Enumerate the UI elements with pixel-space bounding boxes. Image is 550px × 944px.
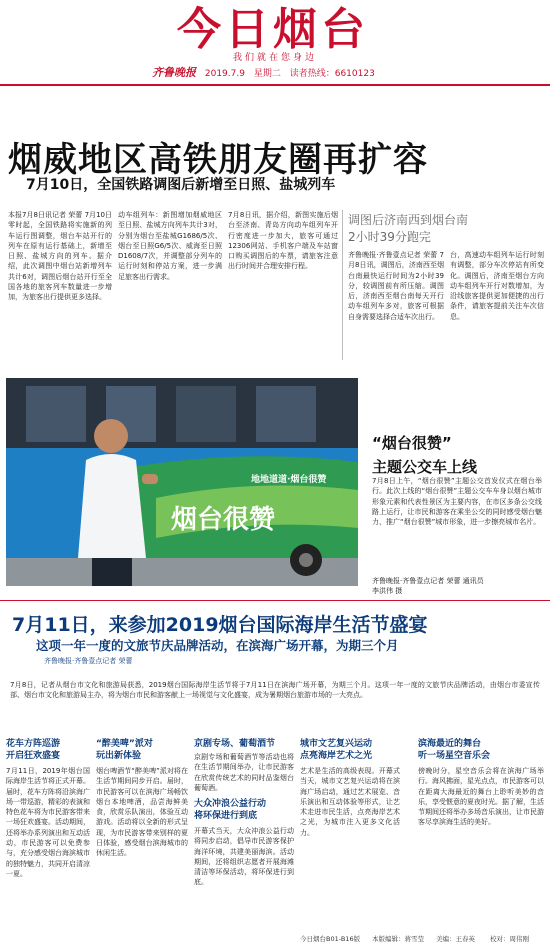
reader-hotline: 读者热线：6610123 bbox=[289, 69, 375, 79]
footer-proof: 校对：周伟刚 bbox=[490, 935, 529, 943]
section-subhead: 将环保进行到底 bbox=[194, 811, 258, 821]
section-head: 花车方阵巡游 bbox=[6, 739, 61, 749]
bus-illustration bbox=[6, 378, 358, 586]
section-head: “醉美啤”派对 bbox=[96, 739, 153, 749]
section-subhead: 听一场星空音乐会 bbox=[418, 751, 491, 761]
top-headline: 烟威地区高铁朋友圈再扩容 bbox=[8, 140, 428, 180]
bus-headline-line1: “烟台很赞” bbox=[372, 434, 452, 452]
bus-photo-credit bbox=[372, 576, 484, 596]
section-body: 开幕式当天，大众冲浪公益行动将同步启动，倡导市民游客保护海洋环境，共建美丽海滨。活动期间，还将组织志愿者开展海滩清洁等环保活动，将环保进行到底。 bbox=[194, 827, 294, 887]
section-subhead: 开启狂欢盛宴 bbox=[6, 751, 61, 761]
section-subhead: 玩出新体验 bbox=[96, 751, 142, 761]
section-body: 京剧专场和葡萄酒节等活动也将在生活节期间举办，让市民游客在欣赏传统艺术的同时品鉴烟台葡萄酒。 bbox=[194, 753, 294, 792]
bus-story-body: 7月8日上午，“烟台很赞”主题公交首发仪式在烟台举行。此次上线的“烟台很赞”主题公交车车身以烟台城市形象元素和代表性景区为主要内容，在市区多条公交线路上运行，让市民和游客在乘坐公交的同时感受烟台魅力，推广“烟台很赞”城市形象，进一步擦亮城市名片。 bbox=[372, 477, 542, 527]
masthead-info bbox=[152, 64, 381, 80]
festival-col4 bbox=[300, 738, 400, 934]
side-headline: 调图后济南西到烟台南2小时39分跑完 bbox=[348, 213, 469, 244]
masthead-slogan: 我们就在您身边 bbox=[232, 53, 317, 63]
festival-subhead: 这项一年一度的文旅节庆品牌活动，在滨海广场开幕，为期三个月 bbox=[36, 638, 399, 653]
top-story-col4: 齐鲁晚报·齐鲁壹点记者 荣蕾 7月8日讯，调图后，济南西至烟台南最快运行时间为2小时39分，较调图前有所压缩。调图后，济南西至烟台南每天开行动车组列车多对，旅客可根据自身需要选择合适车次出行。 bbox=[348, 251, 444, 321]
top-story-col1: 本报7月8日讯记者 荣蕾 7月10日零时起，全国铁路将实施新的列车运行图调整，烟台车站开行的列车在原有运行基础上，新增至日照、盐城方向的列车。据介绍，此次调图中烟台站新增列车共计6对，调图后烟台站开行至全国各地的旅客列车数量进一步增加，为旅客出行提供更多选择。 bbox=[8, 211, 112, 302]
svg-text:地地道道·烟台很赞: 地地道道·烟台很赞 bbox=[251, 475, 327, 485]
masthead bbox=[0, 0, 550, 86]
bus-photo bbox=[6, 378, 358, 586]
footer-editor: 本版编辑：蒋雪莹 bbox=[372, 935, 424, 943]
festival-col3 bbox=[194, 738, 294, 934]
bus-headline-line2: 主题公交车上线 bbox=[372, 458, 478, 476]
bus-headline bbox=[372, 431, 477, 479]
paper-brand: 齐鲁晚报 bbox=[152, 66, 196, 79]
column-divider bbox=[342, 210, 343, 360]
festival-col2 bbox=[96, 738, 188, 934]
section-head: 京剧专场、葡萄酒节 bbox=[194, 739, 276, 749]
svg-text:烟台很赞: 烟台很赞 bbox=[171, 505, 276, 535]
festival-reporter: 齐鲁晚报·齐鲁壹点记者 荣蕾 bbox=[44, 657, 133, 665]
credit-line1: 齐鲁晚报·齐鲁壹点记者 荣蕾 通讯员 bbox=[372, 577, 484, 585]
section-body: 艺术是生活的高级表现。开幕式当天，城市文艺复兴运动将在滨海广场启动，通过艺术展览、音乐演出和互动体验等形式，让艺术走进市民生活，点亮海岸艺术之光，为城市注入更多文化活力。 bbox=[300, 767, 400, 837]
page-footer bbox=[0, 932, 550, 944]
footer-pages: 今日烟台B01-B16版 bbox=[300, 935, 361, 943]
issue-date: 2019.7.9 bbox=[204, 69, 245, 79]
svg-text:今日烟台: 今日烟台 bbox=[177, 4, 369, 50]
masthead-logo bbox=[128, 4, 418, 50]
section-head: 大众冲浪公益行动 bbox=[194, 799, 267, 809]
festival-headline: 7月11日，来参加2019烟台国际海岸生活节盛宴 bbox=[12, 614, 428, 636]
festival-lead: 7月8日，记者从烟台市文化和旅游局获悉，2019烟台国际海岸生活节将于7月11日在滨海广场开幕，为期三个月。这项一年一度的文旅节庆品牌活动，由烟台市委宣传部、烟台市文化和旅游局主办，将为烟台市民和游客献上一场视觉与文化盛宴，成为暑期烟台旅游市场的一大亮点。 bbox=[10, 681, 540, 700]
festival-col5 bbox=[418, 738, 544, 934]
top-subhead: 7月10日，全国铁路调图后新增至日照、盐城列车 bbox=[26, 177, 336, 193]
section-body: 7月11日，2019年烟台国际海岸生活节将正式开幕。届时，花车方阵将沿滨海广场一带巡游，精彩的表演和特色花车将为市民游客带来一场狂欢盛宴。活动期间，还将举办系列演出和互动活动，市民游客可以免费参与，充分感受烟台海滨城市的独特魅力，共同开启清凉一夏。 bbox=[6, 767, 90, 878]
top-story-col3: 7月8日讯，据介绍，新图实施后烟台至济南、青岛方向动车组列车开行密度进一步加大，旅客可通过12306网站、手机客户端及车站窗口购买调图后的车票，请旅客注意出行时间并合理安排行程。 bbox=[228, 211, 338, 271]
credit-line2: 李洪伟 摄 bbox=[372, 587, 403, 595]
section-body: 烟台啤酒节“醉美啤”派对将在生活节期间同步开启。届时，市民游客可以在滨海广场畅饮烟台本地啤酒，品尝海鲜美食，欣赏乐队演出，体验互动游戏。活动将以全新的形式呈现，为市民游客带来别样的夏日体验，感受烟台滨海城市的休闲生活。 bbox=[96, 767, 188, 858]
section-head: 城市文艺复兴运动 bbox=[300, 739, 373, 749]
section-head: 滨海最近的舞台 bbox=[418, 739, 482, 749]
masthead-rule bbox=[0, 84, 550, 86]
section-body: 傍晚时分，星空音乐会将在滨海广场举行。海风拂面，星光点点，市民游客可以在距离大海最近的舞台上聆听美妙的音乐，享受惬意的夏夜时光。据了解，生活节期间还将举办多场音乐演出，让市民游客尽享滨海生活的美好。 bbox=[418, 767, 544, 827]
top-story-col2: 动车组列车：新图增加烟威地区至日照、盐城方向列车共计3对，分别为烟台至盐城G1686/5次、烟台至日照G6/5次、威海至日照D1608/7次，并调整部分列车的运行时刻和停站方案，进一步满足旅客出行需求。 bbox=[118, 211, 222, 281]
festival-col1 bbox=[6, 738, 90, 934]
section-subhead: 点亮海岸艺术之光 bbox=[300, 751, 373, 761]
top-story-col5: 台，高速动车组列车运行时刻有调整，部分车次停站有所变化。调图后，济南至烟台方向动车组列车开行对数增加，为沿线旅客提供更加便捷的出行条件，请旅客提前关注车次信息。 bbox=[450, 251, 544, 321]
section-rule bbox=[0, 600, 550, 601]
footer-art: 美编：王春英 bbox=[436, 935, 475, 943]
issue-weekday: 星期二 bbox=[253, 69, 281, 79]
